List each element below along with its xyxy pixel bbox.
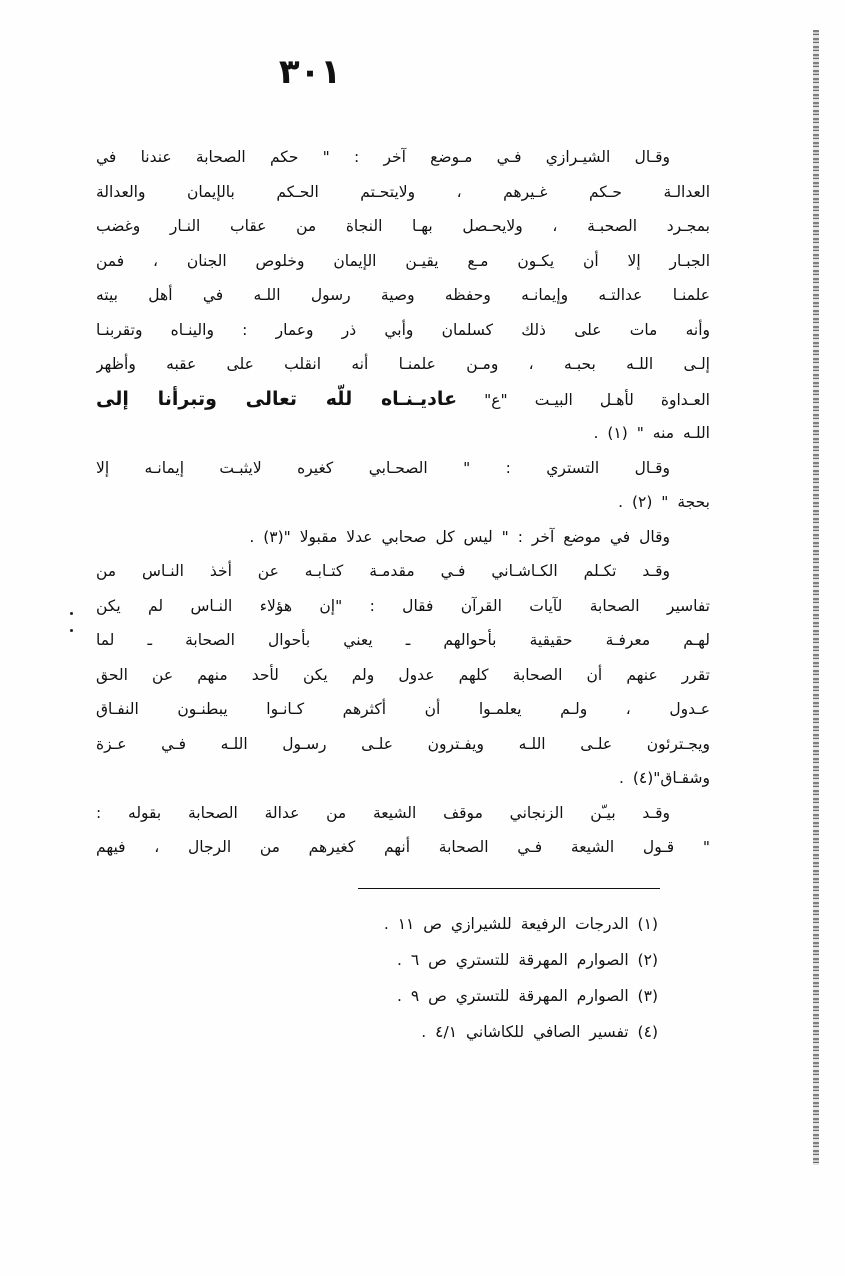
body-line: وقـال الشيـرازي فـي مـوضع آخر : " حكم الصحابة عندنا في — [96, 148, 670, 166]
footnote-item: (٢) الصوارم المهرقة للتستري ص ٦ . — [397, 951, 658, 969]
body-line: عـدول ، ولـم يعلمـوا أن أكثرهم كـانـوا يبطنـون النفـاق — [96, 700, 710, 718]
body-line-with-emphasis — [96, 382, 710, 417]
footnotes — [240, 906, 658, 1050]
body-line: وقـال التستري : " الصحـابي كغيره لايثبـت إيمانـه إلا — [96, 458, 670, 477]
body-line: وأنه مات على ذلك كسلمان وأبي ذر وعمار : والينـاه وتقربنـا — [96, 320, 710, 339]
emphasis-phrase: عاديـنـاه للّه تعالى وتبرأنا إلى — [96, 387, 458, 410]
page-number: ٣٠١ — [278, 52, 342, 92]
body-line: لهـم معرفـة حقيقية بأحوالهم ـ يعني بأحوال الصحابة ـ لما — [96, 631, 710, 649]
footnote-item: (٣) الصوارم المهرقة للتستري ص ٩ . — [397, 987, 658, 1005]
scan-edge-artifact — [813, 30, 819, 1165]
body-line: علمنـا عدالتـه وإيمانـه وحفظه وصية رسول اللـه في أهل بيته — [96, 286, 710, 304]
body-line: ويجـترئون علـى اللـه ويفـترون علـى رسـول اللـه فـي عـزة — [96, 734, 710, 753]
body-line: تقرر عنهم أن الصحابة كلهم عدول ولم يكن لأحد منهم عن الحق — [96, 665, 710, 684]
footnote-separator — [358, 888, 660, 889]
body-line: إلـى اللـه بحبـه ، ومـن علمنـا أنه انقلب على عقبه وأظهر — [96, 355, 710, 373]
body-line: اللـه منه " (١) . — [593, 424, 710, 442]
footnote-item: (٤) تفسير الصافي للكاشاني ٤/١ . — [421, 1023, 658, 1041]
scan-speck — [70, 629, 73, 632]
body-line: تفاسير الصحابة لآيات القرآن فقال : "إن هؤلاء النـاس لم يكن — [96, 596, 710, 615]
body-line: العدالـة حـكم غـيرهم ، ولايتحـتم الحـكم بالإيمان والعدالة — [96, 182, 710, 201]
body-line: وقال في موضع آخر : " ليس كل صحابي عدلا مقبولا "(٣) . — [249, 527, 670, 546]
body-line: بمجـرد الصحبـة ، ولايحـصل بهـا النجاة من عقاب النـار وغضب — [96, 217, 710, 235]
body-line: وقـد بيـّن الزنجاني موقف الشيعة من عدالة الصحابة بقوله : — [96, 803, 670, 822]
body-line: " قـول الشيعة فـي الصحابة أنهم كغيرهم من الرجال ، فيهم — [96, 838, 710, 856]
body-line: وقـد تكـلم الكـاشـاني فـي مقدمـة كتـابـه عن أخذ النـاس من — [96, 562, 670, 580]
body-text — [96, 140, 710, 865]
body-line: الجبـار إلا أن يكـون مـع يقيـن الإيمان وخلوص الجنان ، فمن — [96, 251, 710, 270]
scan-speck — [70, 612, 73, 615]
footnote-item: (١) الدرجات الرفيعة للشيرازي ص ١١ . — [383, 915, 658, 933]
body-line: وشقـاق"(٤) . — [618, 769, 710, 787]
line-prefix: العـداوة لأهـل البيـت "ع" — [484, 390, 710, 409]
body-line: بحجة " (٢) . — [618, 493, 710, 511]
